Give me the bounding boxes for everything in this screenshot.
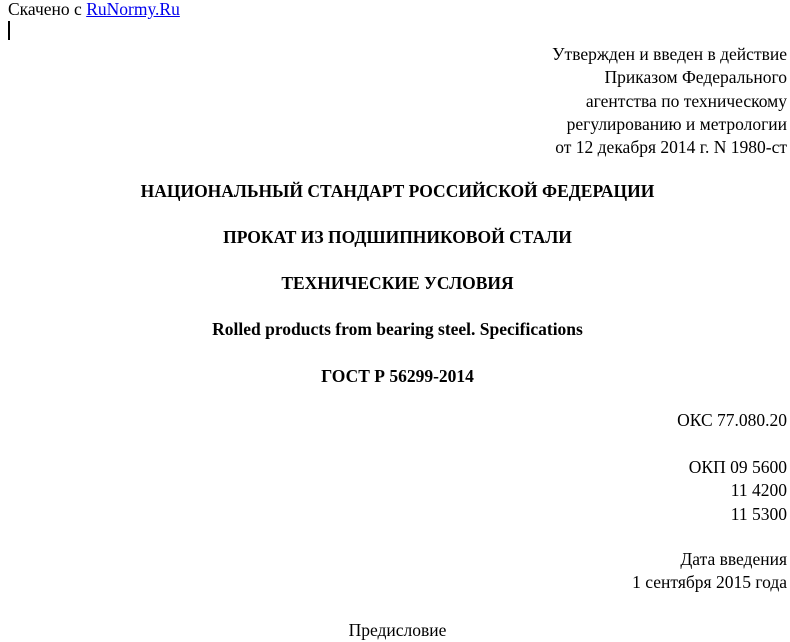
national-standard-title: НАЦИОНАЛЬНЫЙ СТАНДАРТ РОССИЙСКОЙ ФЕДЕРАЦИИ <box>140 181 655 201</box>
english-title: Rolled products from bearing steel. Specifications <box>212 319 583 339</box>
okp-line: 11 5300 <box>730 503 787 524</box>
approval-line: агентства по техническому <box>585 90 787 111</box>
oks-code: ОКС 77.080.20 <box>677 410 787 430</box>
foreword-heading: Предисловие <box>348 620 447 640</box>
okp-line: 11 4200 <box>730 480 787 501</box>
product-title: ПРОКАТ ИЗ ПОДШИПНИКОВОЙ СТАЛИ <box>223 227 572 247</box>
introduction-label: Дата введения <box>680 549 787 569</box>
approval-line: Приказом Федерального <box>604 67 787 88</box>
okp-line: ОКП 09 5600 <box>688 457 787 477</box>
approval-line: Утвержден и введен в действие <box>552 44 787 64</box>
approval-block <box>552 43 787 159</box>
gost-number: ГОСТ Р 56299-2014 <box>321 366 474 386</box>
source-link[interactable]: RuNormy.Ru <box>86 0 180 19</box>
source-prefix: Скачено с <box>8 0 87 19</box>
conditions-title: ТЕХНИЧЕСКИЕ УСЛОВИЯ <box>281 273 514 293</box>
approval-line: регулированию и метрологии <box>566 113 787 134</box>
text-cursor <box>8 21 10 40</box>
approval-line: от 12 декабря 2014 г. N 1980-ст <box>555 137 787 158</box>
source-line <box>8 0 180 21</box>
introduction-date-block <box>632 548 787 595</box>
okp-block <box>689 456 787 526</box>
introduction-date: 1 сентября 2015 года <box>632 572 787 593</box>
